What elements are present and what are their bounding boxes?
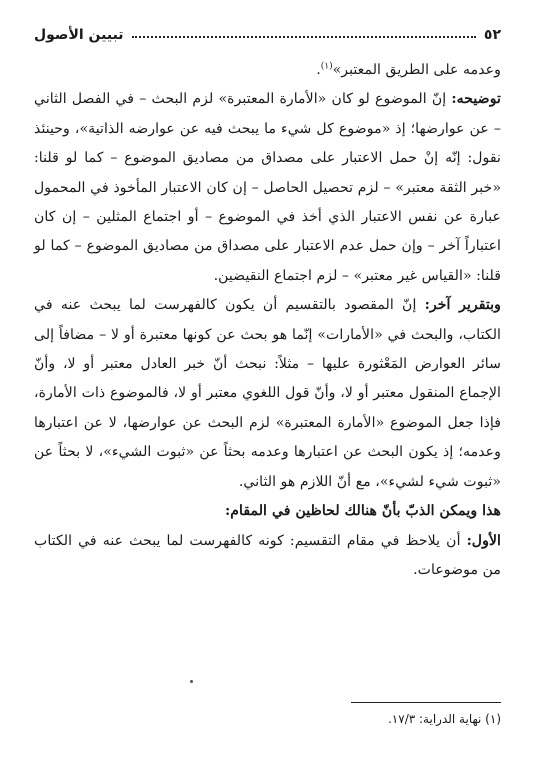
paragraph-explanation (34, 85, 501, 291)
paragraph-defense: هذا ويمكن الذبّ بأنّ هنالك لحاظين في المقام: (225, 503, 501, 520)
paragraph-continuation (34, 56, 501, 85)
footnote-divider (351, 702, 501, 703)
main-text (34, 56, 501, 585)
paragraph-lead: وبتقرير آخر: (424, 297, 501, 314)
paragraph-text: إنّ المقصود بالتقسيم أن يكون كالفهرست لما يبحث عنه في الكتاب، والبحث في «الأمارات» إنّما هو بحث عن كونها معتبرة أو لا – مضافاً إلى سائر العوارض المَعْثورة عليها – مثلاً: نبحث أنّ خبر العادل معتبر أو لا، وأنّ الإجماع المنقول معتبر أو لا، وأنّ قول اللغوي معتبر أو لا، فالموضوع ذات الأمارة، فإذا جعل الموضوع «الأمارة المعتبرة» لزم البحث عن عوارضها، لا عن اعتبارها وعدمه؛ إذ يكون البحث عن اعتبارها وعدمه بحثاً عن «ثبوت الشيء»، لا بحثاً عن «ثبوت شيء لشيء»، مع أنّ اللازم هو الثاني. (34, 297, 501, 490)
paragraph-text: إنّ الموضوع لو كان «الأمارة المعتبرة» لزم البحث – في الفصل الثاني – عن عوارضها؛ إذ «موضوع كل شيء ما يبحث فيه عن عوارضه الذاتية»، وحينئذ نقول: إنّه إنْ حمل الاعتبار على مصداق من مصاديق الموضوع – كما لو قلنا: «خبر الثقة معتبر» – لزم تحصيل الحاصل – إن كان الاعتبار المأخوذ في المحمول عبارة عن نفس الاعتبار الذي أخذ في الموضوع – أو اجتماع المثلين – إن كان اعتباراً آخر – وإن حمل عدم الاعتبار على مصداق من مصاديق الموضوع – كما لو قلنا: «القياس غير معتبر» – لزم اجتماع النقيضين. (34, 91, 501, 284)
running-header (34, 22, 501, 48)
book-title: تبيين الأصول (34, 27, 124, 43)
dotted-leader (132, 36, 476, 38)
footnote: (١) نهاية الدراية: ١٧/٣. (387, 712, 501, 726)
footnote-reference: (١) (320, 61, 333, 72)
paragraph-lead: الأول: (466, 532, 501, 549)
paragraph-alternative (34, 291, 501, 497)
paragraph-lead: توضيحه: (451, 91, 501, 108)
paragraph-text: وعدمه على الطريق المعتبر» (332, 62, 501, 78)
page-number: ٥٢ (483, 27, 501, 43)
stray-mark (190, 680, 193, 683)
paragraph-text: أن يلاحظ في مقام التقسيم: كونه كالفهرست لما يبحث عنه في الكتاب من موضوعات. (34, 532, 501, 578)
paragraph-first-point (34, 527, 501, 586)
paragraph-end: . (316, 62, 321, 78)
